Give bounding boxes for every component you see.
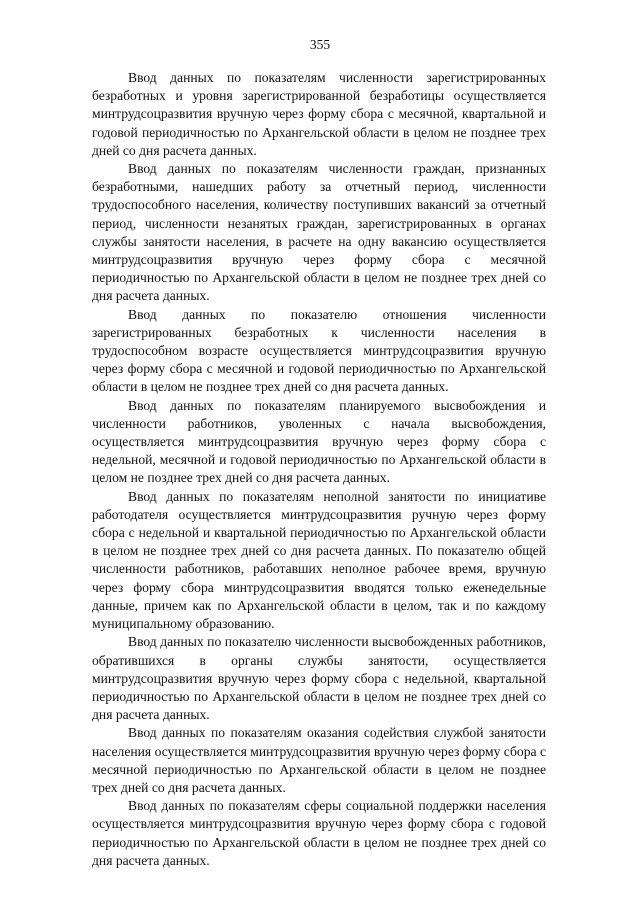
paragraph: Ввод данных по показателям планируемого высвобождения и численности работников, уволенных с начала высвобождения, осуществляется минтрудсоцразвития вручную через форму сбора с недельной, месячной и годовой периодичностью по Архангельской области в целом не позднее трех дней со дня расчета данных. <box>92 397 546 486</box>
paragraph: Ввод данных по показателям численности граждан, признанных безработными, нашедших работу за отчетный период, численности трудоспособного населения, количеству поступивших вакансий за отчетный период, численности незанятых граждан, зарегистрированных в органах службы занятости населения, в расчете на одну вакансию осуществляется минтрудсоцразвития вручную через форму сбора с месячной периодичностью по Архангельской области в целом не позднее трех дней со дня расчета данных. <box>92 161 546 304</box>
paragraph: Ввод данных по показателям оказания содействия службой занятости населения осуществляется минтрудсоцразвития вручную через форму сбора с месячной периодичностью по Архангельской области в целом не позднее трех дней со дня расчета данных. <box>92 725 546 795</box>
page-number: 355 <box>309 37 331 52</box>
paragraph: Ввод данных по показателям численности зарегистрированных безработных и уровня зарегистрированной безработицы осуществляется минтрудсоцразвития вручную через форму сбора с месячной, квартальной и годовой периодичностью по Архангельской области в целом не позднее трех дней со дня расчета данных. <box>92 70 546 158</box>
paragraph: Ввод данных по показателям сферы социальной поддержки населения осуществляется минтрудсоцразвития вручную через форму сбора с годовой периодичностью по Архангельской области в целом не позднее трех дней со дня расчета данных. <box>92 798 546 868</box>
paragraph: Ввод данных по показателю численности высвобожденных работников, обратившихся в органы службы занятости, осуществляется минтрудсоцразвития вручную через форму сбора с недельной, квартальной периодичностью по Архангельской области в целом не позднее трех дней со дня расчета данных. <box>92 634 546 723</box>
paragraph: Ввод данных по показателю отношения численности зарегистрированных безработных к численности населения в трудоспособном возрасте осуществляется минтрудсоцразвития вручную через форму сбора с месячной и годовой периодичностью по Архангельской области в целом не позднее трех дней со дня расчета данных. <box>92 306 546 395</box>
paragraph: Ввод данных по показателям неполной занятости по инициативе работодателя осуществляется минтрудсоцразвития ручную через форму сбора с недельной и квартальной периодичностью по Архангельской области в целом не позднее трех дней со дня расчета данных. По показателю общей численности работников, работавших неполное рабочее время, вручную через форму сбора минтрудсоцразвития вводятся только еженедельные данные, причем как по Архангельской области в целом, так и по каждому муниципальному образованию. <box>92 488 546 632</box>
document-body <box>92 69 546 870</box>
